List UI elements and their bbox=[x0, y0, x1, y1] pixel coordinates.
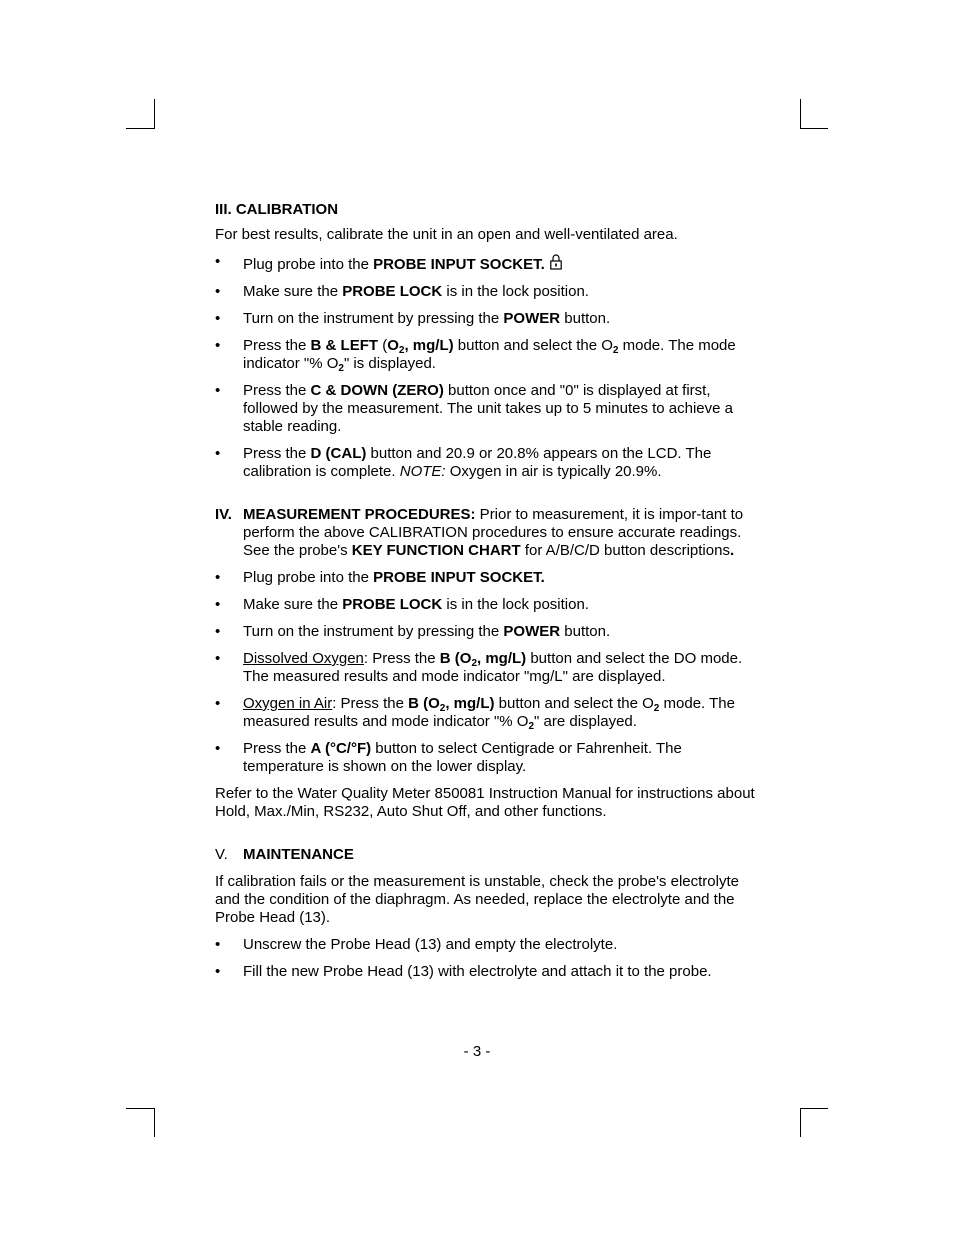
section-heading-calibration: III. CALIBRATION bbox=[215, 201, 339, 218]
crop-mark bbox=[154, 99, 155, 129]
crop-mark bbox=[126, 1108, 155, 1109]
section-heading-maintenance: V. MAINTENANCE bbox=[215, 846, 354, 863]
crop-mark bbox=[800, 128, 828, 129]
list-item: • Plug probe into the PROBE INPUT SOCKET. bbox=[215, 253, 755, 274]
calibration-steps bbox=[215, 253, 755, 481]
crop-mark bbox=[154, 1108, 155, 1137]
crop-mark bbox=[800, 1108, 801, 1137]
list-item: • Unscrew the Probe Head (13) and empty the electrolyte. bbox=[215, 936, 755, 954]
crop-mark bbox=[800, 1108, 828, 1109]
list-item: • Turn on the instrument by pressing the POWER button. bbox=[215, 310, 755, 328]
page-content bbox=[215, 201, 755, 990]
list-item: • Oxygen in Air: Press the B ($O_2$, mg/L) button and select the $O_2$ mode. The measured results and mode indicator "% $O_2$" are displayed. bbox=[215, 695, 755, 731]
list-item: • Press the A (°C/°F) button to select Centigrade or Fahrenheit. The temperature is shown on the lower display. bbox=[215, 740, 755, 776]
crop-mark bbox=[800, 99, 801, 129]
crop-mark bbox=[126, 128, 155, 129]
maintenance-steps bbox=[215, 936, 755, 981]
page-number: - 3 - bbox=[463, 1043, 491, 1060]
calibration-intro: For best results, calibrate the unit in an open and well-ventilated area. bbox=[215, 226, 678, 243]
measurement-steps bbox=[215, 569, 755, 776]
maintenance-intro: If calibration fails or the measurement is unstable, check the probe's electrolyte and the condition of the diaphragm. As needed, replace the electrolyte and the Probe Head (13). bbox=[215, 873, 739, 926]
list-item: • Turn on the instrument by pressing the POWER button. bbox=[215, 623, 755, 641]
list-item: • Fill the new Probe Head (13) with electrolyte and attach it to the probe. bbox=[215, 963, 755, 981]
list-item: • Press the C & DOWN (ZERO) button once and "0" is displayed at first, followed by the measurement. The unit takes up to 5 minutes to achieve a stable reading. bbox=[215, 382, 755, 436]
list-item: • Make sure the PROBE LOCK is in the lock position. bbox=[215, 596, 755, 614]
list-item: • Dissolved Oxygen: Press the B ($O_2$, mg/L) button and select the DO mode. The measured results and mode indicator "mg/L" are displayed. bbox=[215, 650, 755, 686]
manual-reference: Refer to the Water Quality Meter 850081 Instruction Manual for instructions about Hold, Max./Min, RS232, Auto Shut Off, and other functions. bbox=[215, 785, 755, 820]
lock-icon bbox=[550, 253, 562, 270]
list-item: • Make sure the PROBE LOCK is in the lock position. bbox=[215, 283, 755, 301]
list-item: • Press the D (CAL) button and 20.9 or 20.8% appears on the LCD. The calibration is complete. NOTE: Oxygen in air is typically 20.9%. bbox=[215, 445, 755, 481]
list-item: • Press the B & LEFT ($O_2$, mg/L) button and select the $O_2$ mode. The mode indicator "% $O_2$" is displayed. bbox=[215, 337, 755, 373]
list-item: • Plug probe into the PROBE INPUT SOCKET. bbox=[215, 569, 755, 587]
section-heading-measurement: IV. MEASUREMENT PROCEDURES: Prior to measurement, it is impor-tant to perform the above CALIBRATION procedures to ensure accurate readings. See the probe's KEY FUNCTION CHART for A/B/C/D button descriptions. bbox=[215, 506, 744, 559]
